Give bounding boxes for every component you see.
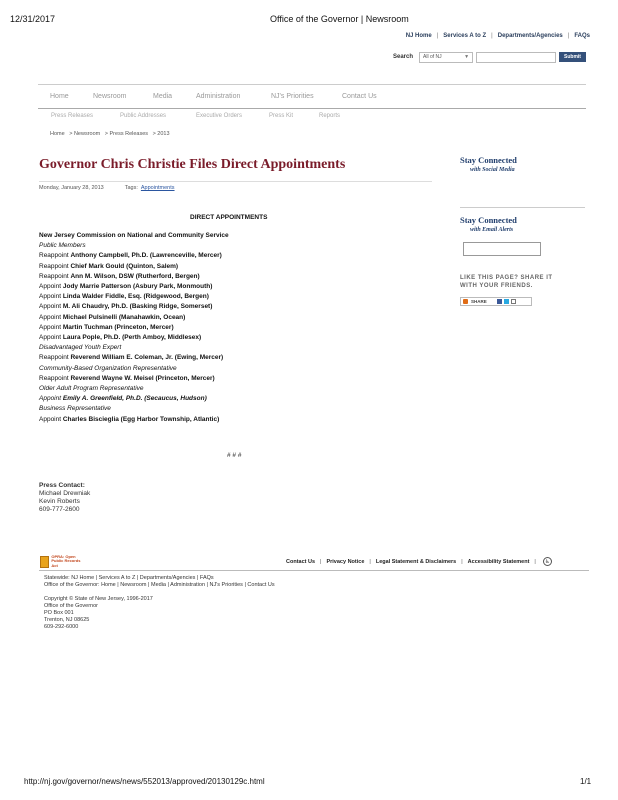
list-item (39, 313, 439, 323)
footer-links: Contact Us | Privacy Notice | Legal Statement & Disclaimers | Accessibility Statement | ♿ (286, 557, 552, 566)
appointment-action: Appoint (39, 283, 63, 291)
list-item: Business Representative (39, 405, 111, 413)
subnav-press-releases[interactable]: Press Releases (51, 113, 94, 119)
list-item (39, 272, 439, 282)
appointee-name: Emily A. Greenfield, Ph.D. (Secaucus, Hudson) (62, 395, 207, 403)
footer-legal[interactable]: Legal Statement & Disclaimers (375, 558, 457, 565)
footer-address (44, 596, 153, 631)
tags-label: Tags: (124, 185, 138, 191)
appointee-name: Ann M. Wilson, DSW (Rutherford, Bergen) (70, 272, 200, 280)
email-heading[interactable]: Stay Connected (460, 215, 517, 225)
util-services[interactable]: Services A to Z (443, 33, 487, 39)
nav-priorities[interactable]: NJ's Priorities (271, 93, 314, 100)
subnav-reports[interactable]: Reports (319, 113, 341, 119)
appointee-name: Laura Pople, Ph.D. (Perth Amboy, Middlesex) (62, 334, 202, 342)
print-url: http://nj.gov/governor/news/news/552013/approved/20130129c.html (24, 777, 265, 786)
search-scope-value: All of NJ (423, 54, 442, 60)
footer-divider (39, 570, 589, 571)
nav-contact[interactable]: Contact Us (342, 93, 377, 100)
share-icon (463, 299, 468, 304)
footer-privacy[interactable]: Privacy Notice (326, 558, 365, 565)
sidebar-divider (460, 207, 585, 208)
share-prompt-line-2: WITH YOUR FRIENDS. (460, 283, 533, 289)
facebook-icon (497, 299, 502, 304)
search-bar (393, 50, 590, 64)
appointment-action: Reappoint (39, 272, 71, 280)
list-item: Older Adult Program Representative (39, 385, 144, 393)
crumb-home[interactable]: Home (50, 131, 65, 137)
social-subheading[interactable]: with Social Media (470, 167, 515, 173)
appointee-name: Linda Walder Fiddle, Esq. (Ridgewood, Bergen) (62, 293, 209, 301)
email-input[interactable] (463, 242, 541, 256)
footer-accessibility[interactable]: Accessibility Statement (467, 558, 530, 565)
opra-logo[interactable] (40, 555, 85, 568)
appointment-list (39, 231, 439, 425)
footer-addr-2: PO Box 001 (44, 610, 74, 616)
share-prompt (460, 274, 553, 290)
press-contact (39, 482, 90, 514)
footer-copyright: Copyright © State of New Jersey, 1996-2017 (44, 596, 153, 602)
footer-statewide: Statewide: NJ Home | Services A to Z | Departments/Agencies | FAQs (44, 575, 214, 581)
crumb-press-releases[interactable]: > Press Releases (104, 131, 149, 137)
footer-office: Office of the Governor: Home | Newsroom | Media | Administration | NJ's Priorities | Contact Us (44, 582, 275, 588)
list-item (39, 353, 439, 363)
page-title: Governor Chris Christie Files Direct Appointments (39, 157, 346, 172)
contact-name-1: Michael Drewniak (39, 490, 91, 497)
footer-addr-4: 609-292-6000 (44, 624, 79, 630)
search-submit-button[interactable]: Submit (559, 52, 586, 62)
opra-icon (40, 556, 49, 568)
list-item: Community-Based Organization Representative (39, 364, 177, 372)
appointee-name: Michael Pulsinelli (Manahawkin, Ocean) (62, 313, 186, 321)
list-item (39, 302, 439, 312)
share-button[interactable] (460, 297, 532, 306)
appointee-name: Martin Tuchman (Princeton, Mercer) (62, 323, 174, 331)
social-heading[interactable]: Stay Connected (460, 155, 517, 165)
search-input[interactable] (476, 52, 556, 63)
appointment-action: Reappoint (39, 262, 71, 270)
list-item (39, 333, 439, 343)
appointee-name: Anthony Campbell, Ph.D. (Lawrenceville, Mercer) (70, 252, 222, 260)
list-item (39, 374, 439, 384)
nav-administration[interactable]: Administration (196, 93, 241, 100)
list-item (39, 262, 439, 272)
list-item (39, 251, 439, 261)
appointee-name: Charles Biscieglia (Egg Harbor Township, Atlantic) (62, 415, 220, 423)
list-item (39, 323, 439, 333)
appointment-action: Appoint (39, 395, 63, 403)
appointment-action: Appoint (39, 415, 63, 423)
appointment-action: Appoint (39, 293, 63, 301)
footer-addr-3: Trenton, NJ 08625 (44, 617, 90, 623)
accessibility-icon[interactable]: ♿ (543, 557, 552, 566)
email-icon (511, 299, 516, 304)
list-item (39, 415, 439, 425)
utility-nav: NJ Home | Services A to Z | Departments/Agencies | FAQs (405, 33, 590, 39)
appointee-name: Reverend Wayne W. Meisel (Princeton, Mercer) (70, 374, 215, 382)
appointment-action: Reappoint (39, 374, 71, 382)
list-item (39, 292, 439, 302)
nav-newsroom[interactable]: Newsroom (93, 93, 127, 100)
print-title: Office of the Governor | Newsroom (270, 14, 409, 24)
subnav-public-addresses[interactable]: Public Addresses (120, 113, 167, 119)
nav-media[interactable]: Media (153, 93, 173, 100)
chevron-down-icon: ▼ (464, 53, 470, 60)
appointee-name: Reverend William E. Coleman, Jr. (Ewing, Mercer) (70, 354, 224, 362)
list-item (39, 282, 439, 292)
twitter-icon (504, 299, 509, 304)
footer-addr-1: Office of the Governor (44, 603, 99, 609)
appointee-name: Chief Mark Gould (Quinton, Salem) (70, 262, 179, 270)
appointment-action: Appoint (39, 323, 63, 331)
list-item: Public Members (39, 242, 86, 250)
crumb-newsroom[interactable]: > Newsroom (69, 131, 101, 137)
contact-name-2: Kevin Roberts (39, 498, 80, 505)
list-item: Disadvantaged Youth Expert (39, 344, 122, 352)
appointment-action: Reappoint (39, 252, 71, 260)
appointee-name: M. Ali Chaudry, Ph.D. (Basking Ridge, Somerset) (62, 303, 213, 311)
contact-phone: 609-777-2600 (39, 506, 80, 513)
breadcrumb (50, 131, 173, 137)
search-label: Search (393, 54, 414, 60)
appointment-action: Appoint (39, 334, 63, 342)
opra-line-1: OPRA: Open (51, 553, 76, 559)
list-item: New Jersey Commission on National and Community Service (39, 232, 229, 239)
print-page: 1/1 (580, 777, 592, 786)
appointment-action: Appoint (39, 303, 63, 311)
opra-line-2: Public Records Act (51, 558, 81, 568)
util-faqs[interactable]: FAQs (574, 33, 590, 39)
share-label: SHARE (471, 299, 487, 304)
util-departments[interactable]: Departments/Agencies (497, 33, 563, 39)
subnav-executive-orders[interactable]: Executive Orders (196, 113, 243, 119)
print-date: 12/31/2017 (10, 14, 56, 24)
end-mark: # # # (227, 452, 242, 459)
share-prompt-line-1: LIKE THIS PAGE? SHARE IT (460, 275, 553, 281)
nav-home[interactable]: Home (50, 93, 69, 100)
appointee-name: Jody Marrie Patterson (Asbury Park, Monmouth) (62, 283, 213, 291)
title-divider (39, 181, 432, 182)
appointment-action: Reappoint (39, 354, 71, 362)
opra-text (51, 555, 85, 569)
subnav-press-kit[interactable]: Press Kit (269, 113, 294, 119)
tag-link[interactable]: Appointments (140, 185, 175, 191)
article-date: Monday, January 28, 2013 (39, 185, 104, 191)
search-scope-select[interactable] (419, 52, 473, 63)
appointment-action: Appoint (39, 313, 63, 321)
article-heading: DIRECT APPOINTMENTS (190, 214, 268, 221)
main-nav (38, 84, 586, 109)
util-nj-home[interactable]: NJ Home (405, 33, 432, 39)
article-meta (39, 185, 175, 191)
crumb-year[interactable]: > 2013 (152, 131, 170, 137)
list-item (39, 394, 439, 404)
press-contact-label: Press Contact: (39, 482, 85, 489)
footer-contact[interactable]: Contact Us (286, 558, 316, 565)
email-subheading[interactable]: with Email Alerts (470, 227, 514, 233)
